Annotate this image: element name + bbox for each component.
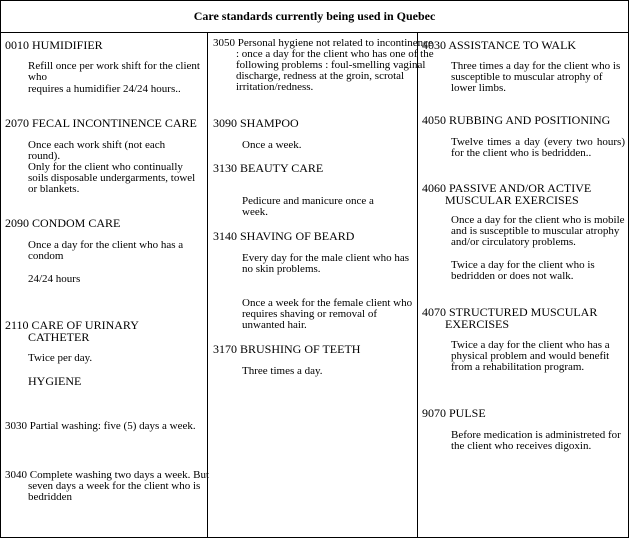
heading-3170: 3170 BRUSHING OF TEETH bbox=[213, 342, 361, 356]
text-4050: Twelve times a day (every two hours) for the client who is bedridden.. bbox=[451, 136, 625, 159]
column-1 bbox=[1, 33, 208, 537]
text-4070: Twice a day for the client who has a physical problem and would benefit from a rehabilitation program. bbox=[451, 339, 610, 373]
text-2110-b: HYGIENE bbox=[28, 374, 82, 388]
item-3040: 3040 Complete washing two days a week. But seven days a week for the client who is bedridden bbox=[5, 469, 210, 503]
text-4060-a: Once a day for the client who is mobile and is susceptible to muscular atrophy and/or circulatory problems. bbox=[451, 214, 625, 248]
heading-4030: 4030 ASSISTANCE TO WALK bbox=[422, 38, 577, 52]
item-3030: 3030 Partial washing: five (5) days a week. bbox=[5, 420, 196, 432]
text-4060-b: Twice a day for the client who is bedridden or does not walk. bbox=[451, 259, 595, 282]
text-3170: Three times a day. bbox=[242, 365, 323, 377]
heading-3130: 3130 BEAUTY CARE bbox=[213, 161, 324, 175]
text-9070: Before medication is administreted for the client who receives digoxin. bbox=[451, 429, 621, 452]
heading-0010: 0010 HUMIDIFIER bbox=[5, 38, 103, 52]
text-2070-b: Only for the client who continually soils disposable undergarments, towel or blankets. bbox=[28, 161, 196, 195]
item-3050: 3050 Personal hygiene not related to incontinence : once a day for the client who has one of the following problems : foul-smelling vaginal discharge, redness at the groin, scrotal irritation/redness. bbox=[213, 37, 434, 93]
column-2 bbox=[209, 33, 434, 537]
text-2090-a: Once a day for the client who has a condom bbox=[28, 239, 184, 262]
table-title: Care standards currently being used in Quebec bbox=[1, 1, 628, 33]
text-3130: Pedicure and manicure once a week. bbox=[242, 195, 374, 218]
column-3 bbox=[419, 33, 628, 537]
text-3140-a: Every day for the male client who has no skin problems. bbox=[242, 252, 410, 275]
heading-2090: 2090 CONDOM CARE bbox=[5, 216, 121, 230]
text-3140-b: Once a week for the female client who requires shaving or removal of unwanted hair. bbox=[242, 297, 413, 331]
text-2070-a: Once each work shift (not each round). bbox=[28, 139, 166, 162]
heading-9070: 9070 PULSE bbox=[422, 406, 486, 420]
heading-3140: 3140 SHAVING OF BEARD bbox=[213, 229, 355, 243]
text-2110-a: Twice per day. bbox=[28, 352, 93, 364]
text-2090-b: 24/24 hours bbox=[28, 273, 81, 285]
heading-4050: 4050 RUBBING AND POSITIONING bbox=[422, 113, 611, 127]
text-4030: Three times a day for the client who is susceptible to muscular atrophy of lower limbs. bbox=[451, 60, 621, 94]
heading-3090: 3090 SHAMPOO bbox=[213, 116, 299, 130]
heading-4070: 4070 STRUCTURED MUSCULAR EXERCISES bbox=[422, 305, 598, 331]
heading-2070: 2070 FECAL INCONTINENCE CARE bbox=[5, 116, 197, 130]
text-0010-a: Refill once per work shift for the client who bbox=[28, 60, 200, 83]
text-3090: Once a week. bbox=[242, 139, 302, 151]
heading-4060: 4060 PASSIVE AND/OR ACTIVE MUSCULAR EXERCISES bbox=[422, 181, 592, 207]
heading-2110: 2110 CARE OF URINARY CATHETER bbox=[5, 318, 139, 344]
text-0010-b: requires a humidifier 24/24 hours.. bbox=[28, 83, 181, 95]
